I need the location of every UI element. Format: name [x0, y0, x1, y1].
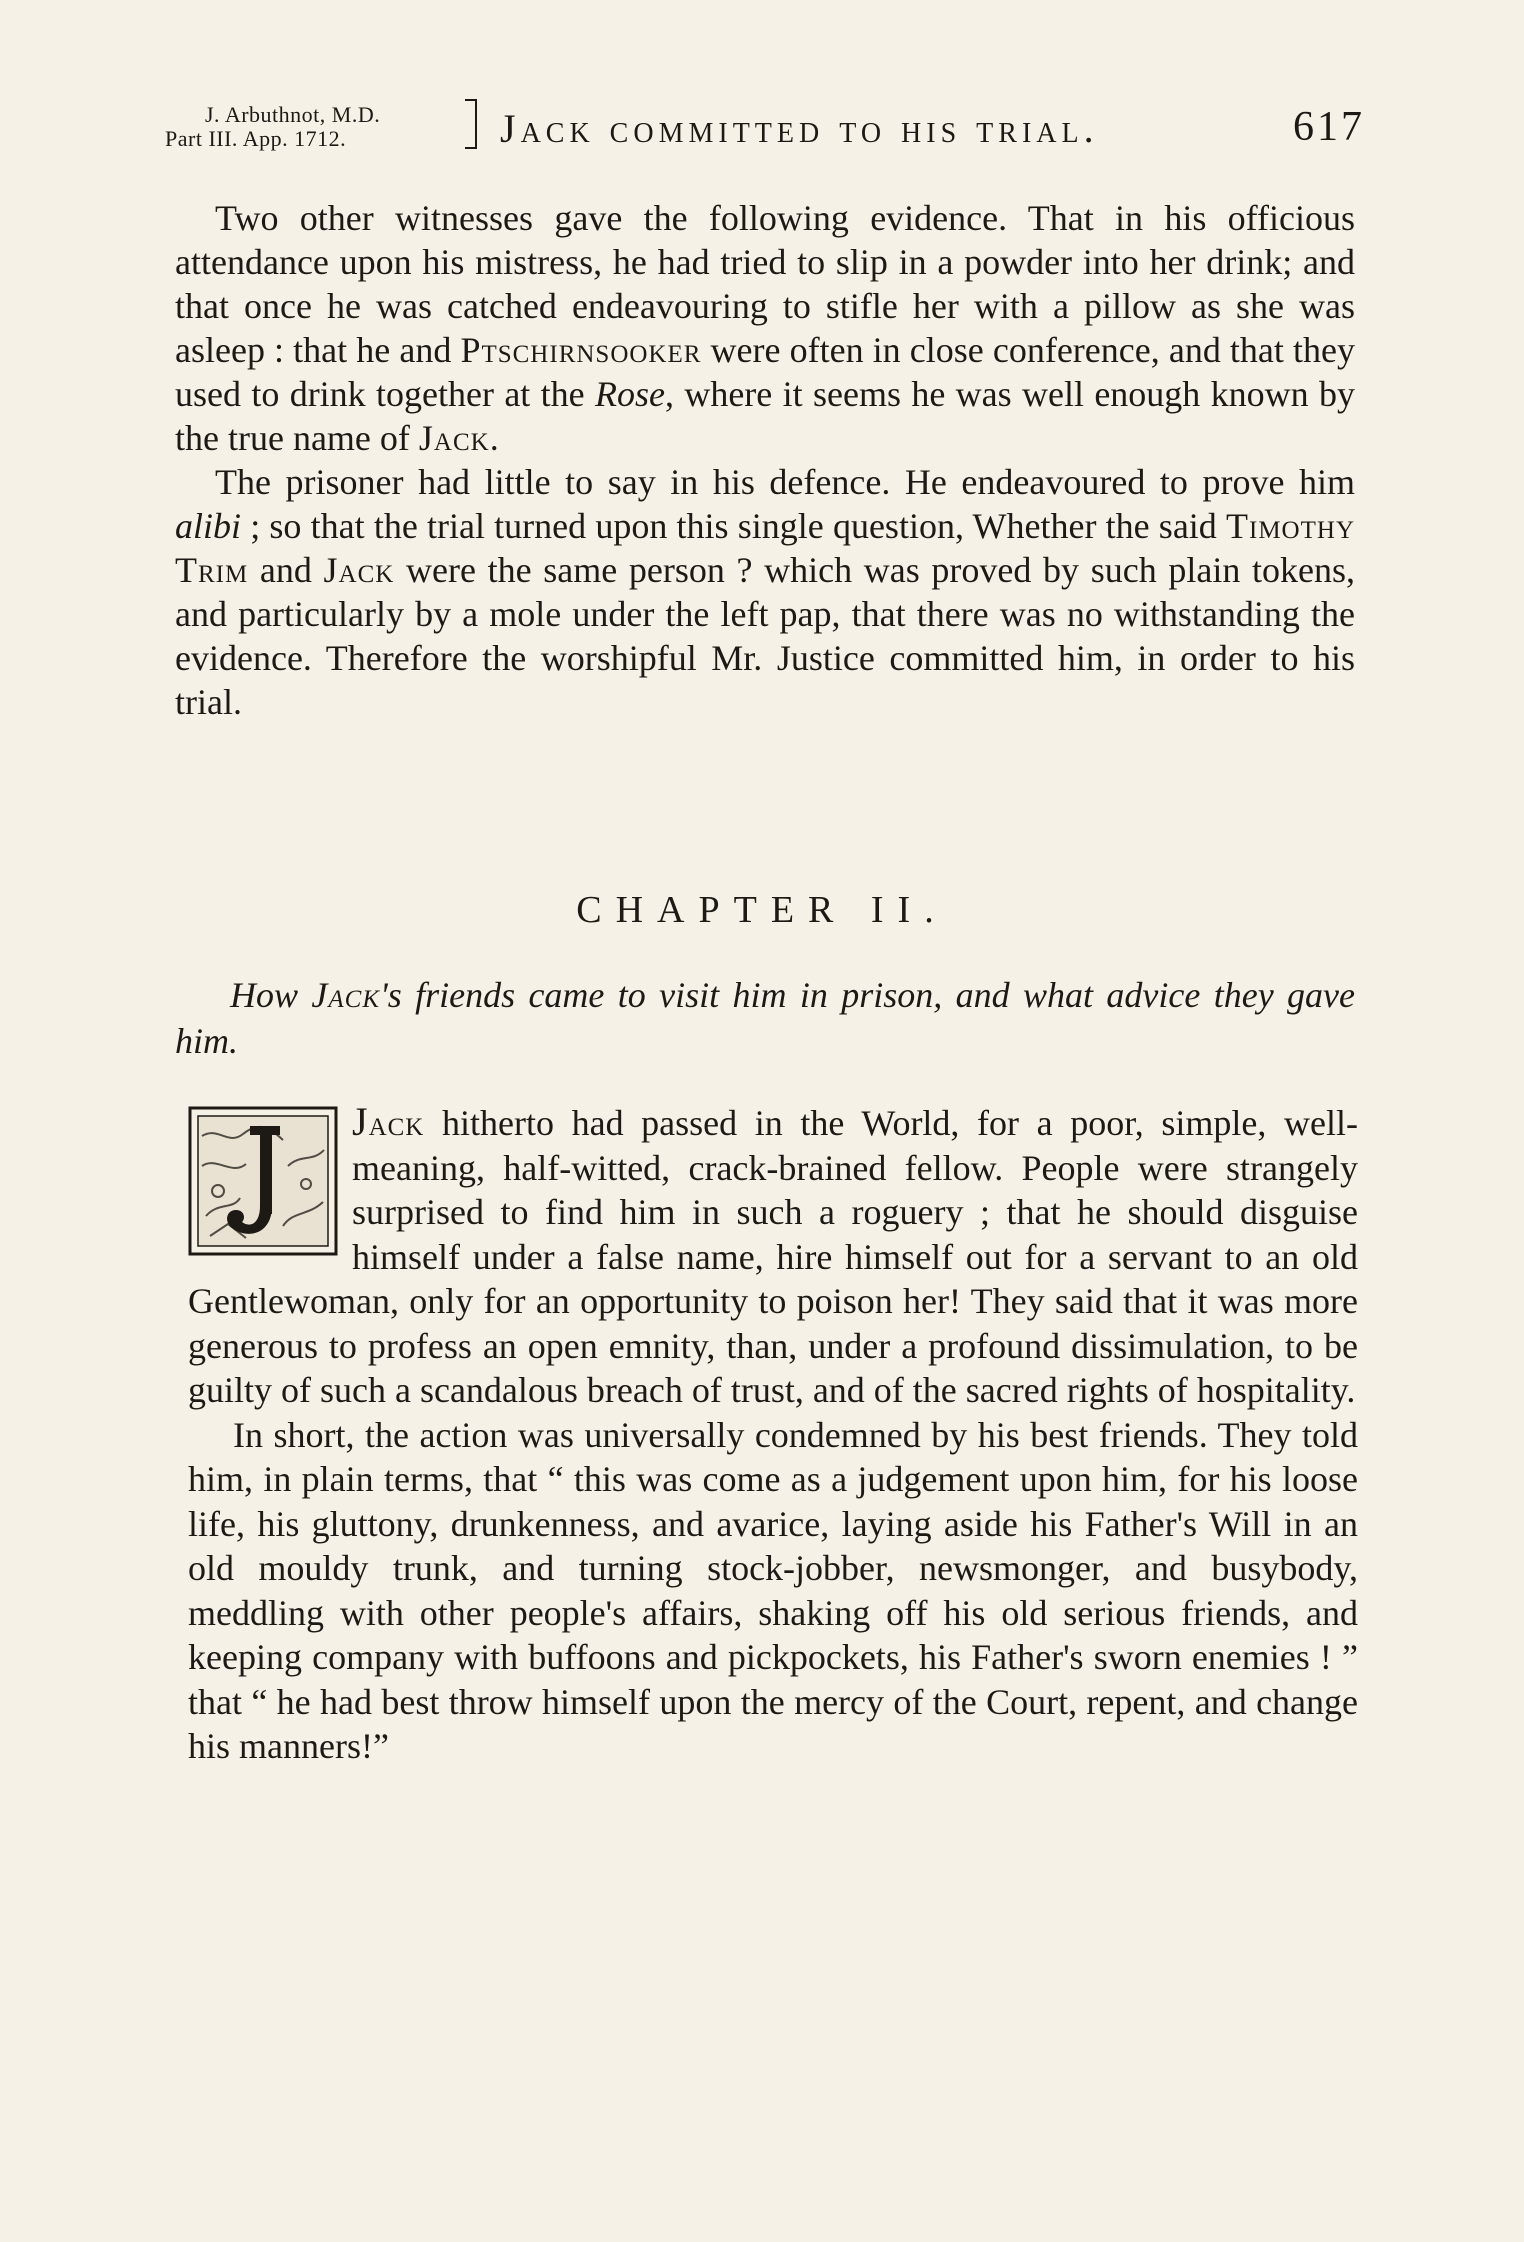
chapter-heading: CHAPTER II. — [576, 889, 948, 931]
ornamental-initial-art — [188, 1106, 338, 1256]
text-run: ; so that the trial turned upon this single question, Whether the said — [241, 506, 1227, 546]
page-number: 617 — [1293, 104, 1365, 150]
name-timothy-trim: Timothy Trim — [175, 506, 1355, 590]
name-jack: Jack — [323, 550, 395, 590]
lead-word: ack — [368, 1103, 425, 1143]
name-jack: Jack — [311, 975, 380, 1015]
name-jack: Jack — [418, 418, 490, 458]
paragraph-defence — [175, 460, 1355, 724]
running-header — [165, 95, 1365, 165]
paragraph-friends-advice: In short, the action was universally condemned by his best friends. They told him, in plain terms, that “ this was come as a judgement upon him, for his loose life, his gluttony, drunkenness, and avarice, laying aside his Father's Will in an old mouldy trunk, and turning stock-jobber, newsmonger, and busybody, meddling with other people's affairs, shaking off his old serious friends, and keeping company with buffoons and pickpockets, his Father's sworn enemies ! ” that “ he had best throw himself upon the mercy of the Court, repent, and change his manners!” — [188, 1414, 1358, 1766]
paragraph-witnesses — [175, 196, 1355, 460]
paragraph-jack-reputation — [188, 1100, 1358, 1413]
header-citation — [165, 103, 485, 151]
ornamental-initial — [188, 1106, 338, 1256]
initial-letter: J — [352, 1099, 369, 1144]
text-run: How — [230, 975, 312, 1015]
name-rose: Rose — [595, 374, 665, 414]
header-author: J. Arbuthnot, M.D. — [205, 102, 381, 127]
word-alibi: alibi — [175, 506, 242, 546]
text-run: , where it seems he was well enough known by the true name of — [175, 374, 1355, 458]
text-run: and — [248, 550, 324, 590]
text-run: hitherto had passed in the World, for a poor, simple, well-meaning, half-witted, crack-brained fellow. People were strangely surprised to find him in such a roguery ; that he should disguise himself under a false name, hire himself out for a servant to an old Gentlewoman, only for an opportunity to poison her! They said that it was more generous to profess an open emnity, than, under a profound dissimulation, to be guilty of such a scandalous breach of trust, and of the sacred rights of hospitality. — [188, 1103, 1358, 1410]
chapter-body — [188, 1100, 1358, 1769]
header-title: Jack committed to his trial. — [500, 106, 1099, 151]
text-run: . — [489, 418, 499, 458]
text-run: were often in close conference, and that they used to drink together at the — [175, 330, 1355, 414]
text-run: Two other witnesses gave the following evidence. That in his officious attendance upon his mistress, he had tried to slip in a powder into her drink; and that once he was catched endeavouring to stifle her with a pillow as she was asleep : that he and — [175, 198, 1355, 370]
name-ptschirnsooker: Ptschirnsooker — [460, 330, 702, 370]
chapter-subtitle — [175, 972, 1355, 1064]
text-run: were the same person ? which was proved by such plain tokens, and particularly by a mole under the left pap, that there was no withstanding the evidence. Therefore the worshipful Mr. Justice committed him, in order to his trial. — [175, 550, 1355, 722]
header-part: Part III. App. 1712. — [165, 126, 347, 151]
text-run: The prisoner had little to say in his defence. He endeavoured to prove him — [215, 462, 1355, 502]
text-run: 's friends came to visit him in prison, and what advice they gave him. — [175, 975, 1355, 1061]
header-bracket — [465, 99, 477, 149]
body-text — [175, 196, 1355, 724]
